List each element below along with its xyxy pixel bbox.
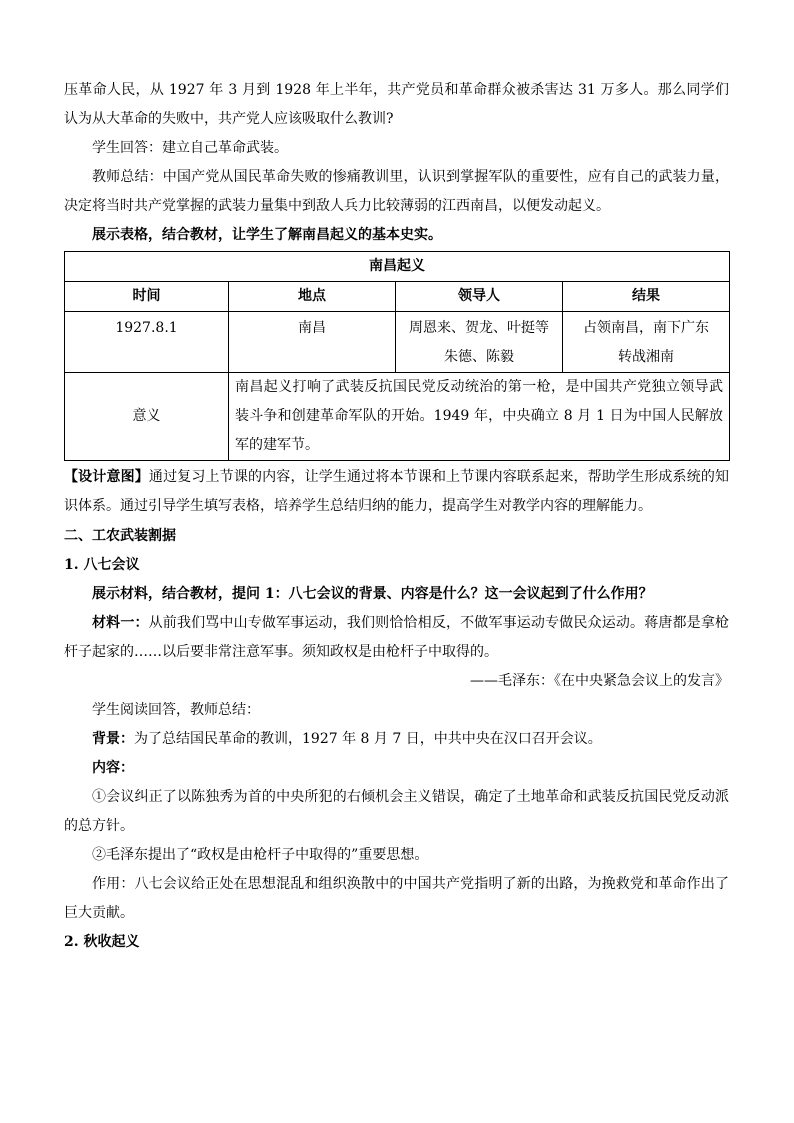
significance-label: 意义 — [65, 373, 229, 461]
section-heading: 二、工农武装割据 — [64, 528, 176, 544]
table-header-result: 结果 — [563, 282, 730, 312]
effect-paragraph — [64, 870, 729, 928]
cell-result — [563, 312, 730, 373]
background-paragraph — [64, 725, 729, 754]
design-intent-label: 【设计意图】 — [64, 469, 149, 485]
table-header-place: 地点 — [229, 282, 396, 312]
cell-result-line-2: 转战湘南 — [618, 349, 674, 365]
material-one-label: 材料一： — [92, 615, 149, 631]
paragraph-intro: 压革命人民，从 1927 年 3 月到 1928 年上半年，共产党员和革命群众被杀害达 31 万多人。那么同学们认为从大革命的失败中，共产党人应该吸取什么教训? — [64, 82, 729, 127]
subsection-heading-1: 1. 八七会议 — [64, 557, 140, 573]
significance-text: 南昌起义打响了武装反抗国民党反动统治的第一枪，是中国共产党独立领导武装斗争和创建革命军队的开始。1949 年，中央确立 8 月 1 日为中国人民解放军的建军节。 — [229, 373, 730, 461]
subsection-heading-2: 2. 秋收起义 — [64, 934, 140, 950]
content-label: 内容： — [92, 760, 134, 776]
nanchang-uprising-table — [64, 251, 730, 461]
cell-place: 南昌 — [229, 312, 396, 373]
cell-leaders — [396, 312, 563, 373]
content-point-2: ②毛泽东提出了“政权是由枪杆子中取得的”重要思想。 — [92, 847, 429, 863]
cell-time: 1927.8.1 — [65, 312, 229, 373]
paragraph-teacher-summary: 教师总结：中国产党从国民革命失败的惨痛教训里，认识到掌握军队的重要性，应有自己的武装力量，决定将当时共产党掌握的武装力量集中到敌人兵力比较薄弱的江西南昌，以便发动起义。 — [64, 169, 729, 214]
cell-leaders-line-1: 周恩来、贺龙、叶挺等 — [409, 320, 549, 336]
cell-leaders-line-2: 朱德、陈毅 — [444, 349, 514, 365]
table-row — [65, 312, 730, 373]
paragraph-student-answer: 学生回答：建立自己革命武装。 — [92, 140, 288, 156]
table-title: 南昌起义 — [65, 252, 730, 282]
background-text: 为了总结国民革命的教训，1927 年 8 月 7 日，中共中央在汉口召开会议。 — [134, 731, 602, 747]
material-one-text: 从前我们骂中山专做军事运动，我们则恰恰相反，不做军事运动专做民众运动。蒋唐都是拿枪杆子起家的……以后要非常注意军事。须知政权是由枪杆子中取得的。 — [64, 615, 730, 660]
table-header-leaders: 领导人 — [396, 282, 563, 312]
table-header-time: 时间 — [65, 282, 229, 312]
document-page — [64, 0, 729, 957]
content-point-1: ①会议纠正了以陈独秀为首的中央所犯的右倾机会主义错误，确定了土地革命和武装反抗国民党反动派的总方针。 — [64, 789, 729, 834]
effect-text: 八七会议给正处在思想混乱和组织涣散中的中国共产党指明了新的出路，为挽救党和革命作出了巨大贡献。 — [64, 876, 730, 921]
material-one — [64, 609, 729, 667]
effect-label: 作用： — [92, 876, 135, 892]
design-intent — [64, 463, 729, 521]
design-intent-text: 通过复习上节课的内容，让学生通过将本节课和上节课内容联系起来，帮助学生形成系统的知识体系。通过引导学生填写表格，培养学生总结归纳的能力，提高学生对教学内容的理解能力。 — [64, 469, 730, 514]
answer-intro: 学生阅读回答，教师总结： — [92, 702, 260, 718]
material-prompt: 展示材料，结合教材，提问 1：八七会议的背景、内容是什么？这一会议起到了什么作用？ — [92, 586, 653, 602]
material-source: ——毛泽东：《在中央紧急会议上的发言》 — [470, 673, 729, 689]
paragraph-table-intro: 展示表格，结合教材，让学生了解南昌起义的基本史实。 — [92, 227, 442, 243]
background-label: 背景： — [92, 731, 134, 747]
cell-result-line-1: 占领南昌，南下广东 — [583, 320, 709, 336]
